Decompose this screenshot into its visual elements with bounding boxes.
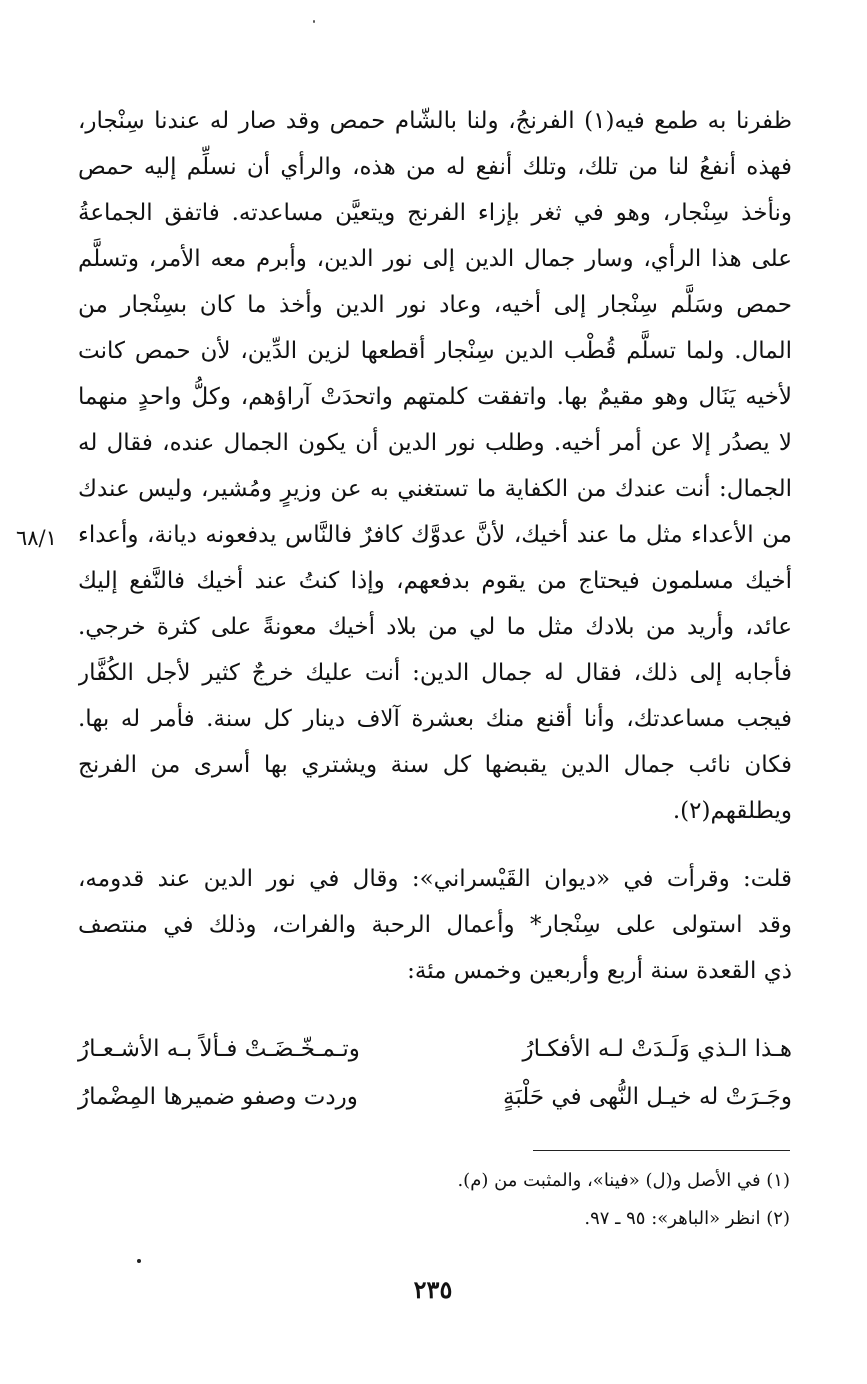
- text-line: عائد، وأريد من بلادك مثل ما لي من بلاد أخيك معونةً على كثرة خرجي.: [78, 614, 792, 640]
- text-line: فهذه أنفعُ لنا من تلك، وتلك أنفع له من هذه، والرأي أن نسلِّم إليه حمص: [78, 154, 792, 180]
- verse-second-hemistich: وتـمـخّـضَـتْ فـألاً بـه الأشـعـارُ: [78, 1036, 360, 1062]
- text-line: لأخيه يَنَال وهو مقيمٌ بها. واتفقت كلمتهم واتحدَتْ آراؤهم، وكلُّ واحدٍ منهما: [78, 384, 792, 410]
- page-number: ٢٣٥: [413, 1275, 453, 1304]
- poem-verse: [78, 1074, 792, 1120]
- poem-verse: [78, 1026, 792, 1072]
- text-line: فيجب مساعدتك، وأنا أقنع منك بعشرة آلاف دينار كل سنة. فأمر له بها.: [78, 706, 792, 732]
- text-line: حمص وسَلَّم سِنْجار إلى أخيه، وعاد نور الدين وأخذ ما كان بسِنْجار من: [78, 292, 792, 318]
- text-line: على هذا الرأي، وسار جمال الدين إلى نور الدين، وأبرم معه الأمر، وتسلَّم: [78, 246, 792, 272]
- text-line: أخيك مسلمون فيحتاج من يقوم بدفعهم، وإذا كنتُ عند أخيك فالنَّفع إليك: [78, 568, 792, 594]
- print-speck: [313, 20, 315, 23]
- verse-first-hemistich: هـذا الـذي وَلَـدَتْ لـه الأفكـارُ: [522, 1036, 792, 1062]
- footnote: (١) في الأصل و(ل) «فينا»، والمثبت من (م).: [457, 1170, 790, 1191]
- margin-page-reference: ٦٨/١: [16, 526, 57, 550]
- footnote-separator: [533, 1150, 790, 1151]
- verse-first-hemistich: وجَـرَتْ له خيـل النُّهى في حَلْبَةٍ: [503, 1084, 792, 1110]
- text-line: وقد استولى على سِنْجار* وأعمال الرحبة والفرات، وذلك في منتصف: [78, 912, 792, 938]
- text-line: ذي القعدة سنة أربع وأربعين وخمس مئة:: [407, 958, 792, 984]
- print-speck: [137, 1259, 141, 1263]
- text-line: ونأخذ سِنْجار، وهو في ثغر بإزاء الفرنج ويتعيَّن مساعدته. فاتفق الجماعةُ: [78, 200, 792, 226]
- verse-second-hemistich: وردت وصفو ضميرها المِضْمارُ: [78, 1084, 358, 1110]
- text-line: الجمال: أنت عندك من الكفاية ما تستغني به عن وزيرٍ ومُشير، وليس عندك: [78, 476, 792, 502]
- paragraph-gap: [78, 834, 792, 856]
- text-line: فكان نائب جمال الدين يقبضها كل سنة ويشتري بها أسرى من الفرنج: [78, 752, 792, 778]
- text-line: من الأعداء مثل ما عند أخيك، لأنَّ عدوَّك كافرٌ فالنَّاس يدفعونه ديانة، وأعداء: [78, 522, 792, 548]
- footnotes: [300, 1162, 790, 1238]
- footnote: (٢) انظر «الباهر»: ٩٥ ـ ٩٧.: [584, 1208, 790, 1229]
- text-line: المال. ولما تسلَّم قُطْب الدين سِنْجار أقطعها لزين الدِّين، لأن حمص كانت: [78, 338, 792, 364]
- text-line: فأجابه إلى ذلك، فقال له جمال الدين: أنت عليك خرجٌ كثير لأجل الكُفَّار: [78, 660, 792, 686]
- main-text-block: [78, 98, 792, 994]
- text-line: ويطلقهم(٢).: [672, 798, 792, 824]
- text-line: ظفرنا به طمع فيه(١) الفرنجُ، ولنا بالشّام حمص وقد صار له عندنا سِنْجار،: [78, 108, 792, 134]
- text-line: قلت: وقرأت في «ديوان القَيْسراني»: وقال في نور الدين عند قدومه،: [78, 866, 792, 892]
- text-line: لا يصدُر إلا عن أمر أخيه. وطلب نور الدين أن يكون الجمال عنده، فقال له: [78, 430, 792, 456]
